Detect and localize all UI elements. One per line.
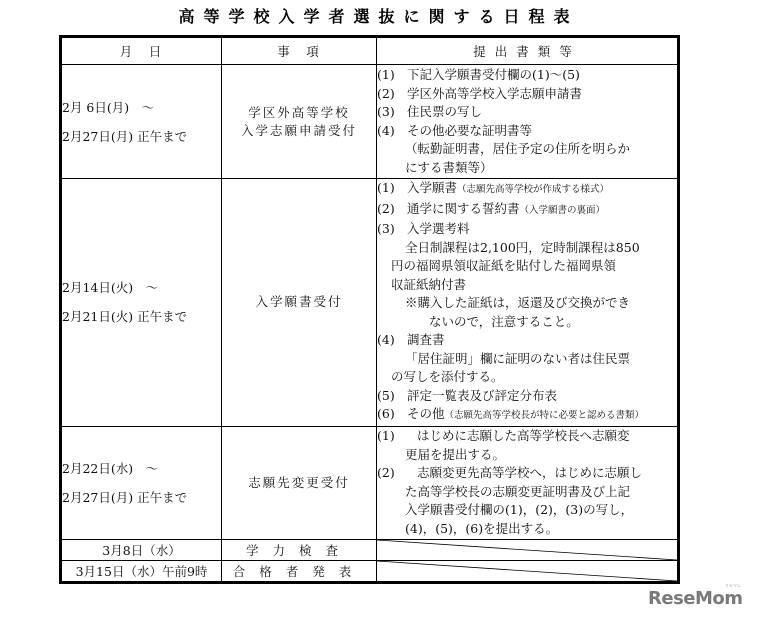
event-line: 入学志願申請受付 bbox=[240, 122, 357, 138]
date-end: 2月27日(月) 正午まで bbox=[62, 489, 188, 505]
documents-cell bbox=[377, 179, 679, 427]
item-continuation: 更届を提出する。 bbox=[405, 446, 506, 462]
header-event: 事 項 bbox=[222, 37, 377, 65]
list-item: (1) 入学願書（志願先高等学校が作成する様式） bbox=[377, 180, 610, 195]
list-item: (4) その他必要な証明書等 bbox=[377, 122, 533, 138]
list-item: (1) はじめに志願した高等学校長へ志願変 bbox=[377, 428, 630, 443]
residence-text: の写しを添付する。 bbox=[391, 369, 504, 384]
fee-text: 全日制課程は2,100円，定時制課程は850 bbox=[405, 239, 640, 255]
list-item: (1) 下記入学願書受付欄の(1)～(5) bbox=[377, 67, 580, 82]
item-continuation: 入学願書受付欄の(1)，(2)，(3)の写し， bbox=[405, 502, 634, 517]
header-documents: 提出書類等 bbox=[377, 37, 679, 65]
note-text: にする書類等） bbox=[405, 159, 493, 175]
date-cell: 3月15日（水）午前9時 bbox=[61, 560, 222, 582]
resemom-logo: ReseMom bbox=[648, 588, 743, 609]
header-date: 月 日 bbox=[61, 37, 222, 65]
date-start: 2月 6日(月) ～ bbox=[62, 99, 155, 115]
event-line: 学区外高等学校 bbox=[248, 104, 350, 120]
list-item: (6) その他（志願先高等学校長が特に必要と認める書類） bbox=[377, 406, 645, 421]
event-cell: 学力検査 bbox=[222, 539, 377, 560]
table-row bbox=[61, 539, 679, 560]
list-item: (2) 通学に関する誓約書（入学願書の裏面） bbox=[377, 200, 606, 216]
table-row bbox=[61, 426, 679, 539]
caution-text: ※購入した証紙は，返還及び交換ができ bbox=[405, 295, 631, 310]
table-row bbox=[61, 179, 679, 427]
note-text: （転勤証明書，居住予定の住所を明らか bbox=[405, 141, 631, 156]
event-cell: 入学願書受付 bbox=[222, 179, 377, 427]
event-cell bbox=[222, 65, 377, 179]
list-item: (3) 入学選考料 bbox=[377, 221, 470, 236]
list-item: (3) 住民票の写し bbox=[377, 104, 483, 119]
schedule-table bbox=[59, 35, 680, 584]
resemom-logo-kana: リセマム bbox=[725, 583, 741, 588]
table-row bbox=[61, 560, 679, 582]
list-item: (2) 志願変更先高等学校へ，はじめに志願し bbox=[377, 465, 643, 480]
date-cell bbox=[61, 179, 222, 427]
table-row bbox=[61, 65, 679, 179]
date-cell bbox=[61, 426, 222, 539]
date-end: 2月27日(月) 正午まで bbox=[62, 128, 188, 144]
caution-text: ないので，注意すること。 bbox=[429, 313, 579, 329]
documents-cell bbox=[377, 426, 679, 539]
item-continuation: (4)，(5)，(6)を提出する。 bbox=[405, 520, 559, 536]
date-start: 2月22日(水) ～ bbox=[62, 460, 159, 476]
table-header-row bbox=[61, 37, 679, 65]
fee-text: 収証紙納付書 bbox=[391, 276, 467, 292]
fee-text: 円の福岡県領収証紙を貼付した福岡県領 bbox=[391, 258, 617, 273]
date-start: 2月14日(火) ～ bbox=[62, 280, 159, 296]
diagonal-slash-icon bbox=[377, 540, 677, 560]
list-item: (5) 評定一覧表及び評定分布表 bbox=[377, 387, 558, 403]
empty-slashed-cell bbox=[377, 560, 679, 582]
event-cell: 合格者発表 bbox=[222, 560, 377, 582]
documents-cell bbox=[377, 65, 679, 179]
item-continuation: た高等学校長の志願変更証明書及び上記 bbox=[405, 483, 631, 499]
list-item: (4) 調査書 bbox=[377, 332, 445, 347]
date-end: 2月21日(火) 正午まで bbox=[62, 309, 188, 325]
diagonal-slash-icon bbox=[377, 561, 677, 581]
date-cell: 3月8日（水） bbox=[61, 539, 222, 560]
document-title: 高等学校入学者選抜に関する日程表 bbox=[178, 7, 579, 26]
empty-slashed-cell bbox=[377, 539, 679, 560]
list-item: (2) 学区外高等学校入学志願申請書 bbox=[377, 85, 583, 101]
date-cell bbox=[61, 65, 222, 179]
event-cell: 志願先変更受付 bbox=[222, 426, 377, 539]
residence-text: 「居住証明」欄に証明のない者は住民票 bbox=[405, 350, 631, 366]
